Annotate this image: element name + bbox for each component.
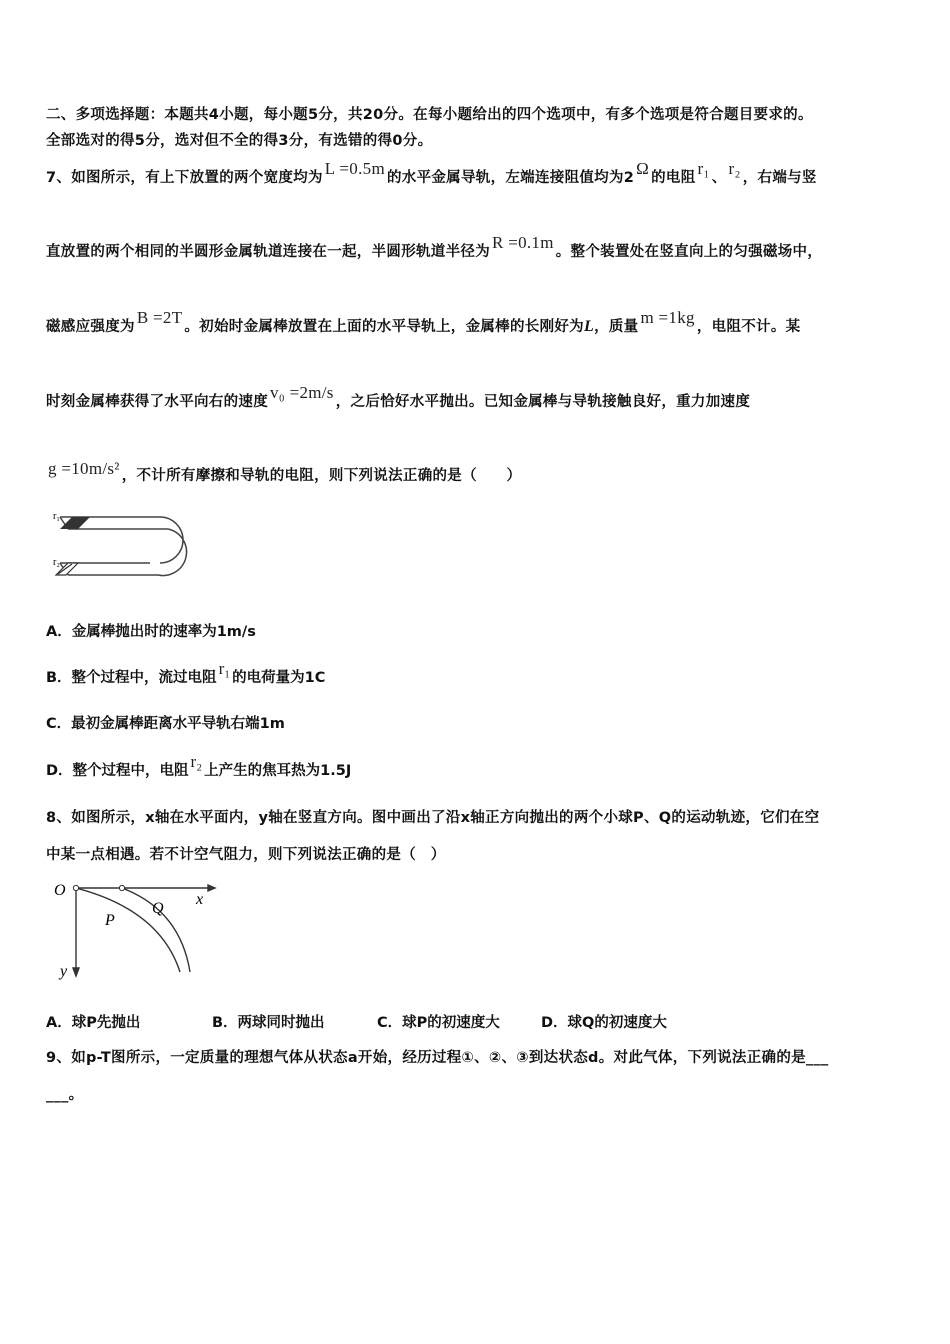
q7-formula-L: L =0.5m <box>324 159 385 178</box>
q7-text: 直放置的两个相同的半圆形金属轨道连接在一起，半圆形轨道半径为 <box>46 244 490 260</box>
q7-option-b-text: 的电荷量为1C <box>232 670 326 686</box>
q7-line3 <box>46 308 801 336</box>
q7-formula-r1: r₁ <box>697 159 710 178</box>
q8-y-arrow <box>73 968 79 976</box>
q7-text: ，右端与竖 <box>742 170 817 186</box>
q7-text: 、 <box>711 170 727 186</box>
q7-symbol-L: L <box>583 318 595 335</box>
q8-option-a: A．球P先抛出 <box>46 1015 141 1031</box>
q7-text: ，之后恰好水平抛出。已知金属棒与导轨接触良好，重力加速度 <box>335 394 751 410</box>
q9-line1: 9、如p-T图所示，一定质量的理想气体从状态a开始，经历过程①、②、③到达状态d。对此气体，下列说法正确的是___ <box>46 1050 829 1066</box>
q8-figure <box>50 880 220 980</box>
q7-formula-m: m =1kg <box>640 308 695 327</box>
q7-option-b-text: B．整个过程中，流过电阻 <box>46 670 217 686</box>
q8-line2: 中某一点相遇。若不计空气阻力，则下列说法正确的是（ ） <box>46 847 446 863</box>
q7-option-b <box>46 659 326 687</box>
q7-figure <box>50 505 190 585</box>
q7-text: 的水平金属导轨，左端连接阻值均为2 <box>386 170 635 186</box>
q7-option-b-r1: r₁ <box>218 659 231 678</box>
q7-text: 。整个装置处在竖直向上的匀强磁场中， <box>555 244 823 260</box>
q8-option-b: B．两球同时抛出 <box>212 1015 325 1031</box>
q7-text: 的电阻 <box>651 170 696 186</box>
q7-line1 <box>46 159 817 187</box>
q7-text: ，不计所有摩擦和导轨的电阻，则下列说法正确的是（ ） <box>121 468 522 484</box>
q7-text: 7、如图所示，有上下放置的两个宽度均为 <box>46 170 323 186</box>
q7-option-d <box>46 752 352 780</box>
q7-option-d-text: 上产生的焦耳热为1.5J <box>204 763 352 779</box>
q8-line1: 8、如图所示，x轴在水平面内，y轴在竖直方向。图中画出了沿x轴正方向抛出的两个小球P、Q的运动轨迹，它们在空 <box>46 810 820 826</box>
q8-origin-dot <box>73 885 78 890</box>
q7-line5 <box>46 459 522 485</box>
q7-text: ，质量 <box>594 319 639 335</box>
q8-q-start-dot <box>119 885 124 890</box>
q7-text: ，电阻不计。某 <box>696 319 801 335</box>
q8-option-c: C．球P的初速度大 <box>377 1015 500 1031</box>
q8-label-o: O <box>54 882 66 899</box>
q7-formula-g: g =10m/s² <box>48 459 120 478</box>
q8-option-d: D．球Q的初速度大 <box>541 1015 667 1031</box>
q7-formula-R: R =0.1m <box>492 233 554 252</box>
q7-formula-ohm: Ω <box>636 159 650 178</box>
q7-text: 磁感应强度为 <box>46 319 135 335</box>
q7-formula-B: B =2T <box>136 308 183 327</box>
q7-text: 时刻金属棒获得了水平向右的速度 <box>46 394 268 410</box>
q7-label-r1: r₁ <box>53 511 60 522</box>
q7-formula-r2: r₂ <box>728 159 741 178</box>
q8-x-arrow <box>208 885 215 891</box>
q7-option-c: C．最初金属棒距离水平导轨右端1m <box>46 716 285 732</box>
q7-option-a: A．金属棒抛出时的速率为1m/s <box>46 624 256 640</box>
q8-label-y: y <box>60 963 68 980</box>
q7-label-r2: r₂ <box>53 557 60 568</box>
q7-option-d-text: D．整个过程中，电阻 <box>46 763 189 779</box>
q7-line2 <box>46 233 823 261</box>
q8-trajectory-p <box>76 888 180 972</box>
section-header-line2: 全部选对的得5分，选对但不全的得3分，有选错的得0分。 <box>46 133 433 149</box>
q7-text: 。初始时金属棒放置在上面的水平导轨上，金属棒的长刚好为 <box>184 319 584 335</box>
q7-semicircle-back <box>160 517 183 563</box>
q8-label-p: P <box>105 912 115 929</box>
q8-label-q: Q <box>152 900 164 917</box>
q9-line2: ___。 <box>46 1087 84 1103</box>
section-header-line1: 二、多项选择题：本题共4小题，每小题5分，共20分。在每小题给出的四个选项中，有多个选项是符合题目要求的。 <box>46 107 813 123</box>
q7-option-d-r2: r₂ <box>190 752 203 771</box>
q7-line4 <box>46 383 751 411</box>
q7-formula-v0: v₀ =2m/s <box>270 383 334 402</box>
q8-label-x: x <box>196 891 204 908</box>
